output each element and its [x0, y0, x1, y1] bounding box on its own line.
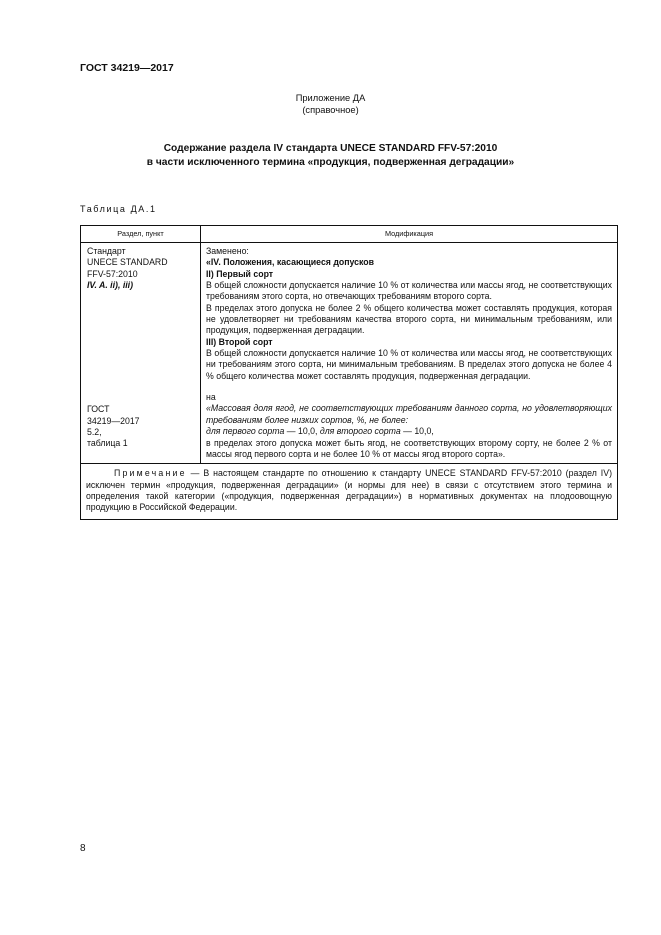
section-ref-b-line: таблица 1: [87, 438, 128, 449]
note-row: [81, 464, 618, 519]
note-text: — В настоящем стандарте по отношению к стандарту UNECE STANDARD FFV-57:2010 (раздел IV) исключен термин «продукция, подверженная деградации» (и нормы для нее) в связи с отсутствием этого термина и определения такой категории («продукция, подверженная деградации») в нормативных документах на плодоовощную продукцию в Российской Федерации.: [86, 468, 612, 513]
heading-first-grade: II) Первый сорт: [206, 268, 274, 279]
section-ref-b-line: 34219—2017: [87, 415, 140, 426]
grade-limits-line: [206, 426, 612, 437]
section-title-line-1: Содержание раздела IV стандарта UNECE STANDARD FFV-57:2010: [163, 143, 498, 154]
column-header-section: Раздел, пункт: [81, 226, 201, 243]
section-ref-a-clause: IV. A. ii), iii): [87, 280, 134, 291]
modification-cell: [201, 243, 618, 464]
appendix-subtitle: (справочное): [302, 105, 359, 115]
replacement-text: «Массовая доля ягод, не соответствующих требованиям данного сорта, но удовлетворяющих требованиям более низких сортов, %, не более:: [206, 403, 612, 425]
section-title-line-2: в части исключенного термина «продукция, подверженная деградации»: [146, 157, 515, 168]
note-cell: [81, 464, 618, 519]
section-ref-a-line: Стандарт: [87, 246, 126, 256]
section-ref-a-line: FFV-57:2010: [87, 268, 138, 279]
first-grade-text-1: В общей сложности допускается наличие 10 % от количества или массы ягод, не соответствующих требованиям этого сорта, но отвечающих требованиям второго сорта.: [206, 280, 612, 302]
heading-iv: «IV. Положения, касающиеся допусков: [206, 257, 375, 268]
section-ref-b-line: ГОСТ: [87, 404, 110, 415]
section-cell: [81, 243, 201, 464]
on-label: на: [206, 392, 216, 403]
section-ref-b: [87, 404, 196, 449]
first-grade-text-2: В пределах этого допуска не более 2 % общего количества может составлять продукция, которая не удовлетворяет ни требованиям качества второго сорта, ни минимальным требованиям, или продукция, подверженная деградации.: [206, 302, 612, 336]
replaced-label: Заменено:: [206, 246, 249, 256]
section-ref-b-line: 5.2,: [87, 427, 102, 438]
modification-table: [80, 225, 618, 520]
table-header-row: [81, 226, 618, 243]
section-ref-a: [87, 246, 196, 291]
grade-limit-second: для второго сорта: [319, 426, 401, 437]
section-ref-a-line: UNECE STANDARD: [87, 257, 168, 268]
document-code: ГОСТ 34219—2017: [80, 62, 174, 74]
table-row: [81, 243, 618, 464]
appendix-title: Приложение ДА: [295, 93, 366, 103]
second-grade-text: В общей сложности допускается наличие 10 % от количества или массы ягод, не соответствующих ни требованиям этого сорта, ни минимальным требованиям. В пределах этого допуска не более 4 % общего количества может составлять продукция, подверженная деградации.: [206, 348, 612, 381]
page-number: 8: [80, 843, 86, 854]
grade-limit-first: для первого сорта: [206, 426, 285, 437]
grade-limit-first-value: — 10,0,: [284, 426, 320, 437]
column-header-modification: Модификация: [201, 226, 618, 243]
grade-limit-second-value: — 10,0,: [400, 426, 434, 437]
heading-second-grade: III) Второй сорт: [206, 336, 273, 347]
note-label: Примечание: [114, 468, 187, 479]
section-title: [0, 142, 661, 170]
tolerance-text: в пределах этого допуска может быть ягод, не соответствующих второму сорту, не более 2 % от массы ягод первого сорта и не более 10 % от массы ягод второго сорта».: [206, 437, 612, 459]
table-label: Таблица ДА.1: [80, 204, 157, 214]
